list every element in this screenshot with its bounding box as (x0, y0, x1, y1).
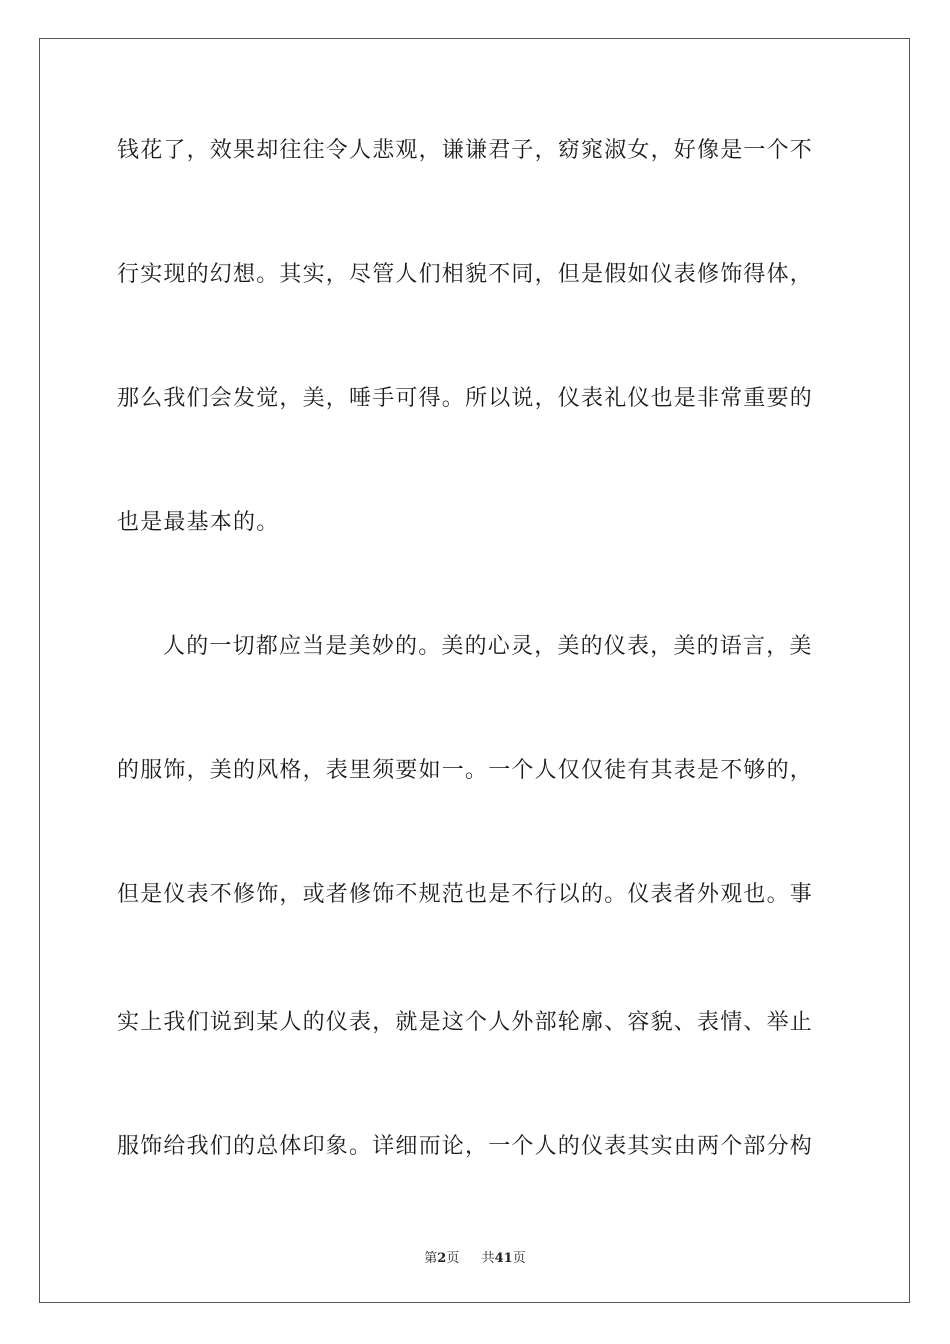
page-border (39, 38, 910, 1303)
page-footer (0, 1247, 950, 1266)
body-text-line: 钱花了，效果却往往令人悲观，谦谦君子，窈窕淑女，好像是一个不 (117, 138, 814, 163)
page-number-indicator: 第2页 (424, 1251, 460, 1266)
body-text-line: 的服饰，美的风格，表里须要如一。一个人仅仅徒有其表是不够的， (117, 758, 814, 783)
body-text-line: 也是最基本的。 (117, 510, 280, 535)
paragraph-first-line: 人的一切都应当是美妙的。美的心灵，美的仪表，美的语言，美 (163, 634, 813, 659)
body-text-line: 那么我们会发觉，美，唾手可得。所以说，仪表礼仪也是非常重要的 (117, 386, 814, 411)
body-text-line: 但是仪表不修饰，或者修饰不规范也是不行以的。仪表者外观也。事 (117, 882, 814, 907)
body-text-line: 实上我们说到某人的仪表，就是这个人外部轮廓、容貌、表情、举止 (117, 1010, 814, 1035)
current-page-number: 2 (437, 1251, 447, 1266)
total-pages-number: 41 (494, 1251, 513, 1266)
body-text-line: 服饰给我们的总体印象。详细而论，一个人的仪表其实由两个部分构 (117, 1134, 814, 1159)
total-pages-indicator: 共41页 (481, 1251, 526, 1266)
body-text-line: 行实现的幻想。其实，尽管人们相貌不同，但是假如仪表修饰得体， (117, 262, 814, 287)
